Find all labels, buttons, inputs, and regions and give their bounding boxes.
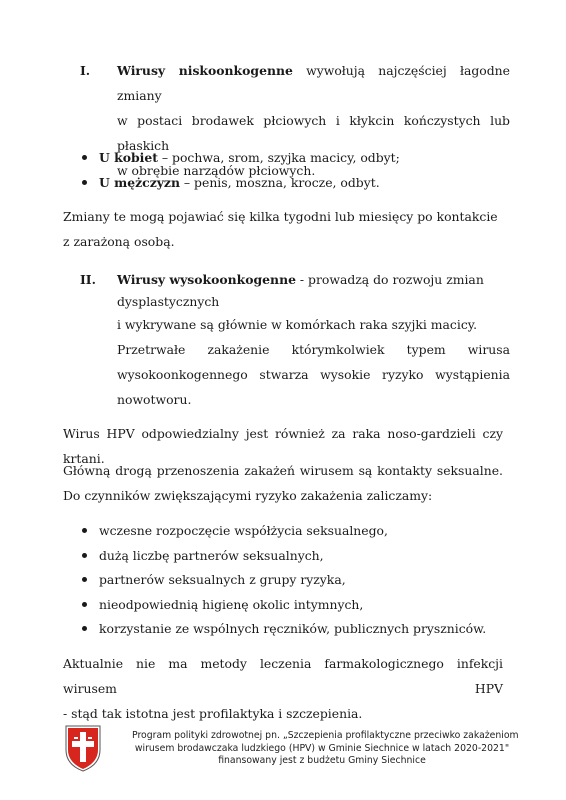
section-ii-line: wysokoonkogennego stwarza wysokie ryzyko wystąpienia <box>117 367 510 382</box>
section-ii-line: i wykrywane są głównie w komórkach raka szyjki macicy. <box>117 317 478 332</box>
bullet-icon <box>82 180 87 185</box>
section-ii-line: Przetrwałe zakażenie którymkolwiek typem wirusa <box>117 342 510 357</box>
risk-factors-list <box>80 518 520 641</box>
coat-of-arms-icon <box>64 724 102 772</box>
section-ii-body <box>117 267 510 412</box>
sites-list <box>80 145 520 195</box>
section-i-line: w postaci brodawek płciowych i kłykcin kończystych lub płaskich <box>117 113 510 153</box>
list-item: nieodpowiednią higienę okolic intymnych, <box>80 592 520 617</box>
list-item: partnerów seksualnych z grupy ryzyka, <box>80 567 520 592</box>
bullet-icon <box>82 528 87 533</box>
bullet-icon <box>82 577 87 582</box>
section-i-lead: Wirusy niskoonkogenne <box>117 63 293 78</box>
footer <box>62 722 519 774</box>
bullet-icon <box>82 553 87 558</box>
section-ii-line: dysplastycznych <box>117 294 220 309</box>
list-item: U kobiet – pochwa, srom, szyjka macicy, odbyt; <box>80 145 520 170</box>
paragraph-transmission: Główną drogą przenoszenia zakażeń wirusem są kontakty seksualne. Do czynników zwiększającymi ryzyko zakażenia zaliczamy: <box>63 463 503 503</box>
list-item: U mężczyzn – penis, moszna, krocze, odbyt. <box>80 170 520 195</box>
bullet-icon <box>82 626 87 631</box>
section-i-numeral: I. <box>80 63 91 78</box>
section-ii-numeral: II. <box>80 272 96 287</box>
list-item: dużą liczbę partnerów seksualnych, <box>80 543 520 568</box>
footer-text: Program polityki zdrowotnej pn. „Szczepienia profilaktyczne przeciwko zakażeniom wirusem brodawczaka ludzkiego (HPV) w Gminie Siechnice w latach 2020-2021" finansowany jest z budżetu Gminy Siechnice <box>132 730 519 766</box>
list-item: wczesne rozpoczęcie współżycia seksualnego, <box>80 518 520 543</box>
section-ii-lead: Wirusy wysokoonkogenne <box>117 272 296 287</box>
paragraph-changes: Zmiany te mogą pojawiać się kilka tygodni lub miesięcy po kontakcie z zarażoną osobą. <box>63 209 498 249</box>
section-ii <box>80 267 510 412</box>
bullet-icon <box>82 155 87 160</box>
list-item: korzystanie ze wspólnych ręczników, publicznych pryszniców. <box>80 616 520 641</box>
section-ii-line: Wirusy wysokoonkogenne - prowadzą do rozwoju zmian <box>117 272 484 287</box>
section-ii-line: nowotworu. <box>117 392 192 407</box>
paragraph-treatment: Aktualnie nie ma metody leczenia farmakologicznego infekcji wirusem HPV - stąd tak istotna jest profilaktyka i szczepienia. <box>63 656 503 721</box>
bullet-icon <box>82 602 87 607</box>
paragraph-hpv: Wirus HPV odpowiedzialny jest również za raka noso-gardzieli czy krtani. <box>63 426 503 466</box>
section-i-line: w obrębie narządów płciowych. <box>117 163 316 178</box>
section-i-line: Wirusy niskoonkogenne wywołują najczęściej łagodne zmiany <box>117 63 510 103</box>
